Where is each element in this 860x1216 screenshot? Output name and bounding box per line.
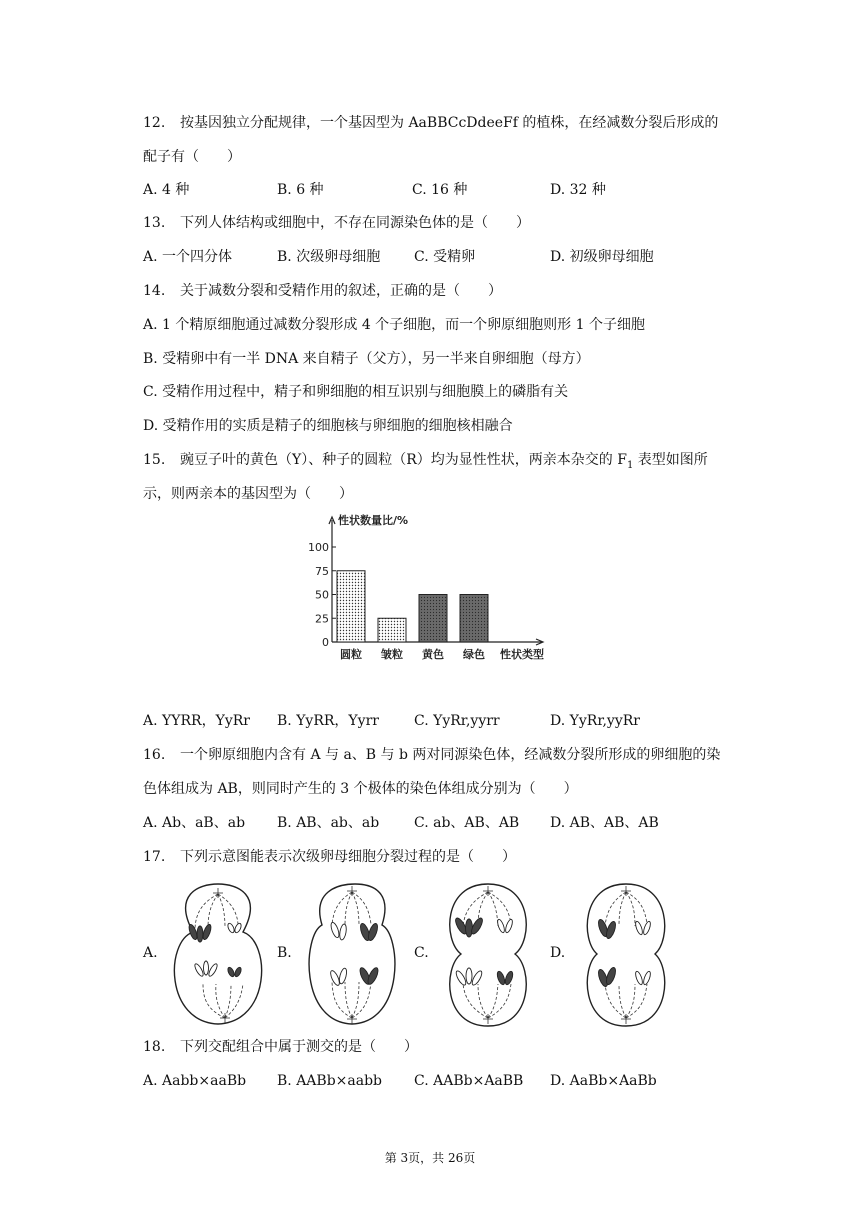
question-text: 按基因独立分配规律，一个基因型为 AaBBCcDdeeFf 的植株，在经减数分裂后形成的 bbox=[180, 115, 719, 131]
q17-line bbox=[143, 847, 516, 867]
question-number: 16. bbox=[143, 747, 166, 763]
q13-option-a: A. 一个四分体 bbox=[143, 249, 233, 265]
question-text: 豌豆子叶的黄色（Y）、种子的圆粒（R）均为显性性状，两亲本杂交的 F bbox=[180, 452, 627, 468]
q16-option-c: C. ab、AB、AB bbox=[414, 815, 520, 831]
q12-line2: 配子有（ ） bbox=[143, 149, 241, 165]
question-text-tail: 表型如图所 bbox=[633, 452, 708, 468]
cell-diagram-b bbox=[297, 880, 407, 1030]
cell-diagram-c bbox=[433, 880, 543, 1030]
bar-2 bbox=[378, 618, 406, 642]
y-axis-label: 性状数量比/% bbox=[338, 514, 409, 527]
q18-line bbox=[143, 1037, 418, 1057]
q15-option-a: A. YYRR，YyRr bbox=[143, 713, 250, 729]
q15-line1 bbox=[143, 450, 708, 476]
x-tick-label: 圆粒 bbox=[340, 648, 362, 661]
x-tick-label: 黄色 bbox=[422, 648, 444, 661]
question-number: 15. bbox=[143, 452, 166, 468]
question-number: 14. bbox=[143, 283, 166, 299]
x-axis-label: 性状类型 bbox=[500, 648, 544, 661]
q13-option-c: C. 受精卵 bbox=[414, 249, 476, 265]
question-text: 关于减数分裂和受精作用的叙述，正确的是（ ） bbox=[180, 283, 502, 299]
chart-bars bbox=[337, 571, 488, 642]
x-tick-label: 皱粒 bbox=[381, 648, 403, 661]
question-number: 17. bbox=[143, 849, 166, 865]
y-tick-label: 50 bbox=[315, 588, 329, 602]
q17-label-d: D. bbox=[550, 945, 566, 961]
bar-4 bbox=[460, 595, 488, 643]
q18-option-b: B. AABb×aabb bbox=[277, 1073, 383, 1089]
question-number: 13. bbox=[143, 215, 166, 231]
q14-option-c: C. 受精作用过程中，精子和卵细胞的相互识别与细胞膜上的磷脂有关 bbox=[143, 384, 569, 400]
q12-option-b: B. 6 种 bbox=[277, 182, 324, 198]
q14-line bbox=[143, 281, 502, 301]
q18-option-c: C. AABb×AaBB bbox=[414, 1073, 524, 1089]
q17-label-c: C. bbox=[414, 945, 429, 961]
q16-line2: 色体组成为 AB，则同时产生的 3 个极体的染色体组成分别为（ ） bbox=[143, 781, 578, 797]
q16-option-d: D. AB、AB、AB bbox=[550, 815, 659, 831]
q16-option-a: A. Ab、aB、ab bbox=[143, 815, 246, 831]
q14-option-d: D. 受精作用的实质是精子的细胞核与卵细胞的细胞核相融合 bbox=[143, 418, 513, 434]
q18-option-a: A. Aabb×aaBb bbox=[143, 1073, 247, 1089]
q18-option-d: D. AaBb×AaBb bbox=[550, 1073, 657, 1089]
q17-label-a: A. bbox=[143, 945, 158, 961]
q13-line bbox=[143, 213, 530, 233]
subscript: 1 bbox=[626, 459, 634, 471]
y-tick-label: 100 bbox=[308, 541, 329, 554]
bar-chart bbox=[308, 512, 562, 672]
question-number: 12. bbox=[143, 115, 166, 131]
question-text: 下列交配组合中属于测交的是（ ） bbox=[180, 1039, 418, 1055]
q15-option-d: D. YyRr,yyRr bbox=[550, 713, 640, 729]
q17-label-b: B. bbox=[277, 945, 292, 961]
q13-option-d: D. 初级卵母细胞 bbox=[550, 249, 654, 265]
bar-1 bbox=[337, 571, 365, 642]
question-text: 下列人体结构或细胞中，不存在同源染色体的是（ ） bbox=[180, 215, 530, 231]
q15-option-b: B. YyRR，Yyrr bbox=[277, 713, 379, 729]
q12-line1 bbox=[143, 113, 718, 133]
q15-option-c: C. YyRr,yyrr bbox=[414, 713, 500, 729]
cell-diagram-d bbox=[571, 880, 681, 1030]
question-text: 一个卵原细胞内含有 A 与 a、B 与 b 两对同源染色体，经减数分裂所形成的卵细胞的染 bbox=[180, 747, 721, 763]
bar-3 bbox=[419, 595, 447, 643]
y-tick-label: 0 bbox=[322, 636, 329, 649]
q13-option-b: B. 次级卵母细胞 bbox=[277, 249, 381, 265]
y-tick-label: 75 bbox=[315, 564, 329, 578]
question-number: 18. bbox=[143, 1039, 166, 1055]
y-tick-label: 25 bbox=[315, 612, 329, 626]
question-text: 下列示意图能表示次级卵母细胞分裂过程的是（ ） bbox=[180, 849, 516, 865]
page-footer: 第 3页，共 26页 bbox=[384, 1151, 476, 1165]
x-tick-label: 绿色 bbox=[463, 648, 485, 661]
q12-option-d: D. 32 种 bbox=[550, 182, 606, 198]
cell-diagram-a bbox=[163, 880, 273, 1030]
q14-option-b: B. 受精卵中有一半 DNA 来自精子（父方），另一半来自卵细胞（母方） bbox=[143, 351, 590, 367]
q12-option-c: C. 16 种 bbox=[412, 182, 468, 198]
q15-line2: 示，则两亲本的基因型为（ ） bbox=[143, 486, 353, 502]
q14-option-a: A. 1 个精原细胞通过减数分裂形成 4 个子细胞，而一个卵原细胞则形 1 个子细胞 bbox=[143, 317, 645, 333]
q16-option-b: B. AB、ab、ab bbox=[277, 815, 380, 831]
q16-line1 bbox=[143, 745, 720, 765]
q12-option-a: A. 4 种 bbox=[143, 182, 190, 198]
